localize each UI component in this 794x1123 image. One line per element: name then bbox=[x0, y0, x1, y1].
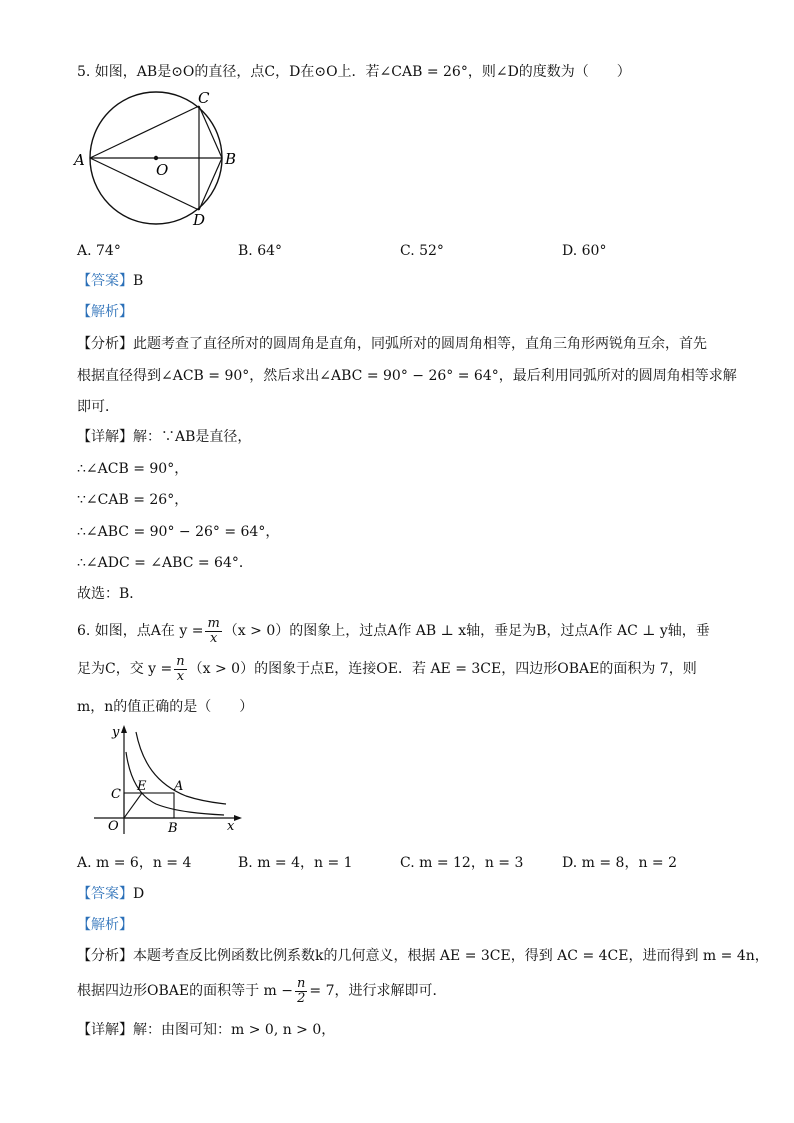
q5-choose: 故选：B． bbox=[77, 586, 144, 602]
analysis-head: 【分析】 bbox=[77, 948, 133, 964]
label-c: C bbox=[198, 89, 210, 107]
q5-detail-5: ∴∠ADC = ∠ABC = 64°． bbox=[77, 555, 253, 571]
q5-detail-1: 【详解】解：∵AB是直径， bbox=[77, 429, 252, 445]
q6-option-b[interactable]: B. m = 4，n = 1 bbox=[238, 855, 353, 871]
q5-analysis-1: 【分析】此题考查了直径所对的圆周角是直角，同弧所对的圆周角相等，直角三角形两锐角互余，首先 bbox=[77, 336, 707, 352]
q5-stem: 5. 如图，AB是⊙O的直径，点C，D在⊙O上．若∠CAB = 26°，则∠D的度数为（ ） bbox=[77, 64, 631, 80]
answer-tag: 【答案】 bbox=[77, 886, 133, 902]
q5-answer-line bbox=[77, 271, 143, 291]
q5-option-a[interactable]: A. 74° bbox=[77, 243, 121, 259]
q6-option-c[interactable]: C. m = 12，n = 3 bbox=[400, 855, 524, 871]
q5-analysis-2: 根据直径得到∠ACB = 90°，然后求出∠ABC = 90° − 26° = 64°，最后利用同弧所对的圆周角相等求解 bbox=[77, 368, 737, 384]
fraction-n-over-x: $\frac{n}{x}$ bbox=[176, 653, 185, 684]
q6-stem-3: m，n的值正确的是（ ） bbox=[77, 699, 254, 715]
label-d: D bbox=[193, 211, 206, 229]
answer-value: D bbox=[133, 886, 145, 902]
q5-analysis-3: 即可． bbox=[77, 399, 119, 415]
q6-analysis-2: 根据四边形OBAE的面积等于 m − $\frac{n}{2}$ = 7，进行求解即可． bbox=[77, 975, 447, 1006]
q5-option-b[interactable]: B. 64° bbox=[238, 243, 283, 259]
q6-analysis-1: 【分析】本题考查反比例函数比例系数k的几何意义，根据 AE = 3CE，得到 AC = 4CE，进而得到 m = 4n， bbox=[77, 948, 769, 964]
fraction-n-over-2: $\frac{n}{2}$ bbox=[297, 975, 306, 1006]
label-x: x bbox=[227, 819, 235, 834]
q6-graph-figure bbox=[86, 722, 261, 842]
q6-option-a[interactable]: A. m = 6，n = 4 bbox=[77, 855, 192, 871]
label-b: B bbox=[168, 821, 178, 836]
answer-tag: 【答案】 bbox=[77, 273, 133, 289]
label-a: A bbox=[174, 779, 184, 794]
q5-detail-3: ∵∠CAB = 26°， bbox=[77, 492, 189, 508]
label-e: E bbox=[137, 779, 147, 794]
q6-answer-line bbox=[77, 884, 144, 904]
label-o: O bbox=[156, 161, 169, 179]
q5-option-c[interactable]: C. 52° bbox=[400, 243, 444, 259]
q6-detail-1: 【详解】解：由图可知：m > 0, n > 0， bbox=[77, 1022, 336, 1038]
analysis-tag: 【解析】 bbox=[77, 304, 133, 320]
q5-circle-figure bbox=[72, 86, 247, 231]
q6-stem-2: 足为C，交 y = $\frac{n}{x}$ （x > 0）的图象于点E，连接OE．若 AE = 3CE，四边形OBAE的面积为 7，则 bbox=[77, 653, 697, 684]
q6-stem-1: 6. 如图，点A在 y = $\frac{m}{x}$ （x > 0）的图象上，过点A作 AB ⊥ x轴，垂足为B，过点A作 AC ⊥ y轴，垂 bbox=[77, 615, 710, 646]
label-o: O bbox=[108, 819, 119, 834]
q5-detail-4: ∴∠ABC = 90° − 26° = 64°， bbox=[77, 524, 280, 540]
q6-option-d[interactable]: D. m = 8，n = 2 bbox=[562, 855, 677, 871]
q5-detail-2: ∴∠ACB = 90°， bbox=[77, 461, 189, 477]
label-c: C bbox=[111, 787, 121, 802]
analysis-head: 【分析】 bbox=[77, 336, 133, 352]
q5-option-d[interactable]: D. 60° bbox=[562, 243, 607, 259]
fraction-m-over-x: $\frac{m}{x}$ bbox=[207, 615, 220, 646]
answer-value: B bbox=[133, 273, 144, 289]
analysis-tag: 【解析】 bbox=[77, 917, 133, 933]
label-b: B bbox=[225, 150, 237, 168]
label-y: y bbox=[112, 725, 120, 740]
label-a: A bbox=[74, 151, 85, 169]
